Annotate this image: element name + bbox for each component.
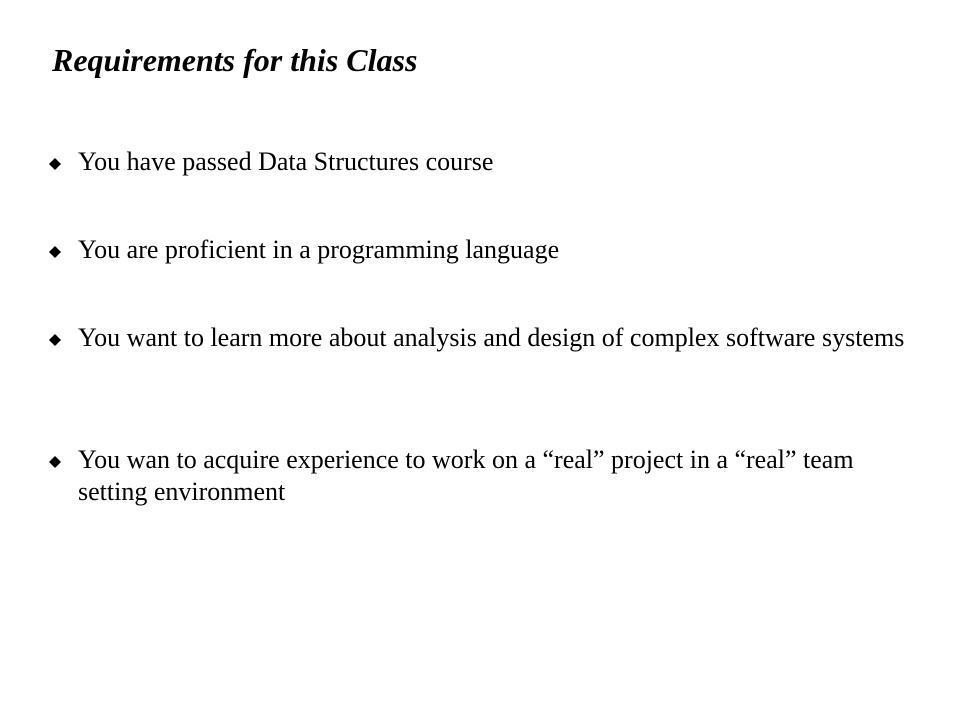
diamond-bullet-icon bbox=[49, 456, 61, 468]
diamond-bullet-icon bbox=[49, 334, 61, 346]
bullet-text: You want to learn more about analysis and design of complex software systems bbox=[78, 323, 905, 352]
bullet-item bbox=[48, 444, 918, 508]
bullet-text: You wan to acquire experience to work on a “real” project in a “real” team setting environment bbox=[78, 445, 854, 506]
bullet-text: You have passed Data Structures course bbox=[78, 147, 494, 176]
bullet-item bbox=[48, 234, 918, 266]
slide-title: Requirements for this Class bbox=[52, 42, 418, 78]
bullet-item bbox=[48, 322, 918, 354]
diamond-bullet-icon bbox=[49, 246, 61, 258]
bullet-text: You are proficient in a programming language bbox=[78, 235, 560, 264]
bullet-item bbox=[48, 146, 918, 178]
diamond-bullet-icon bbox=[49, 158, 61, 170]
